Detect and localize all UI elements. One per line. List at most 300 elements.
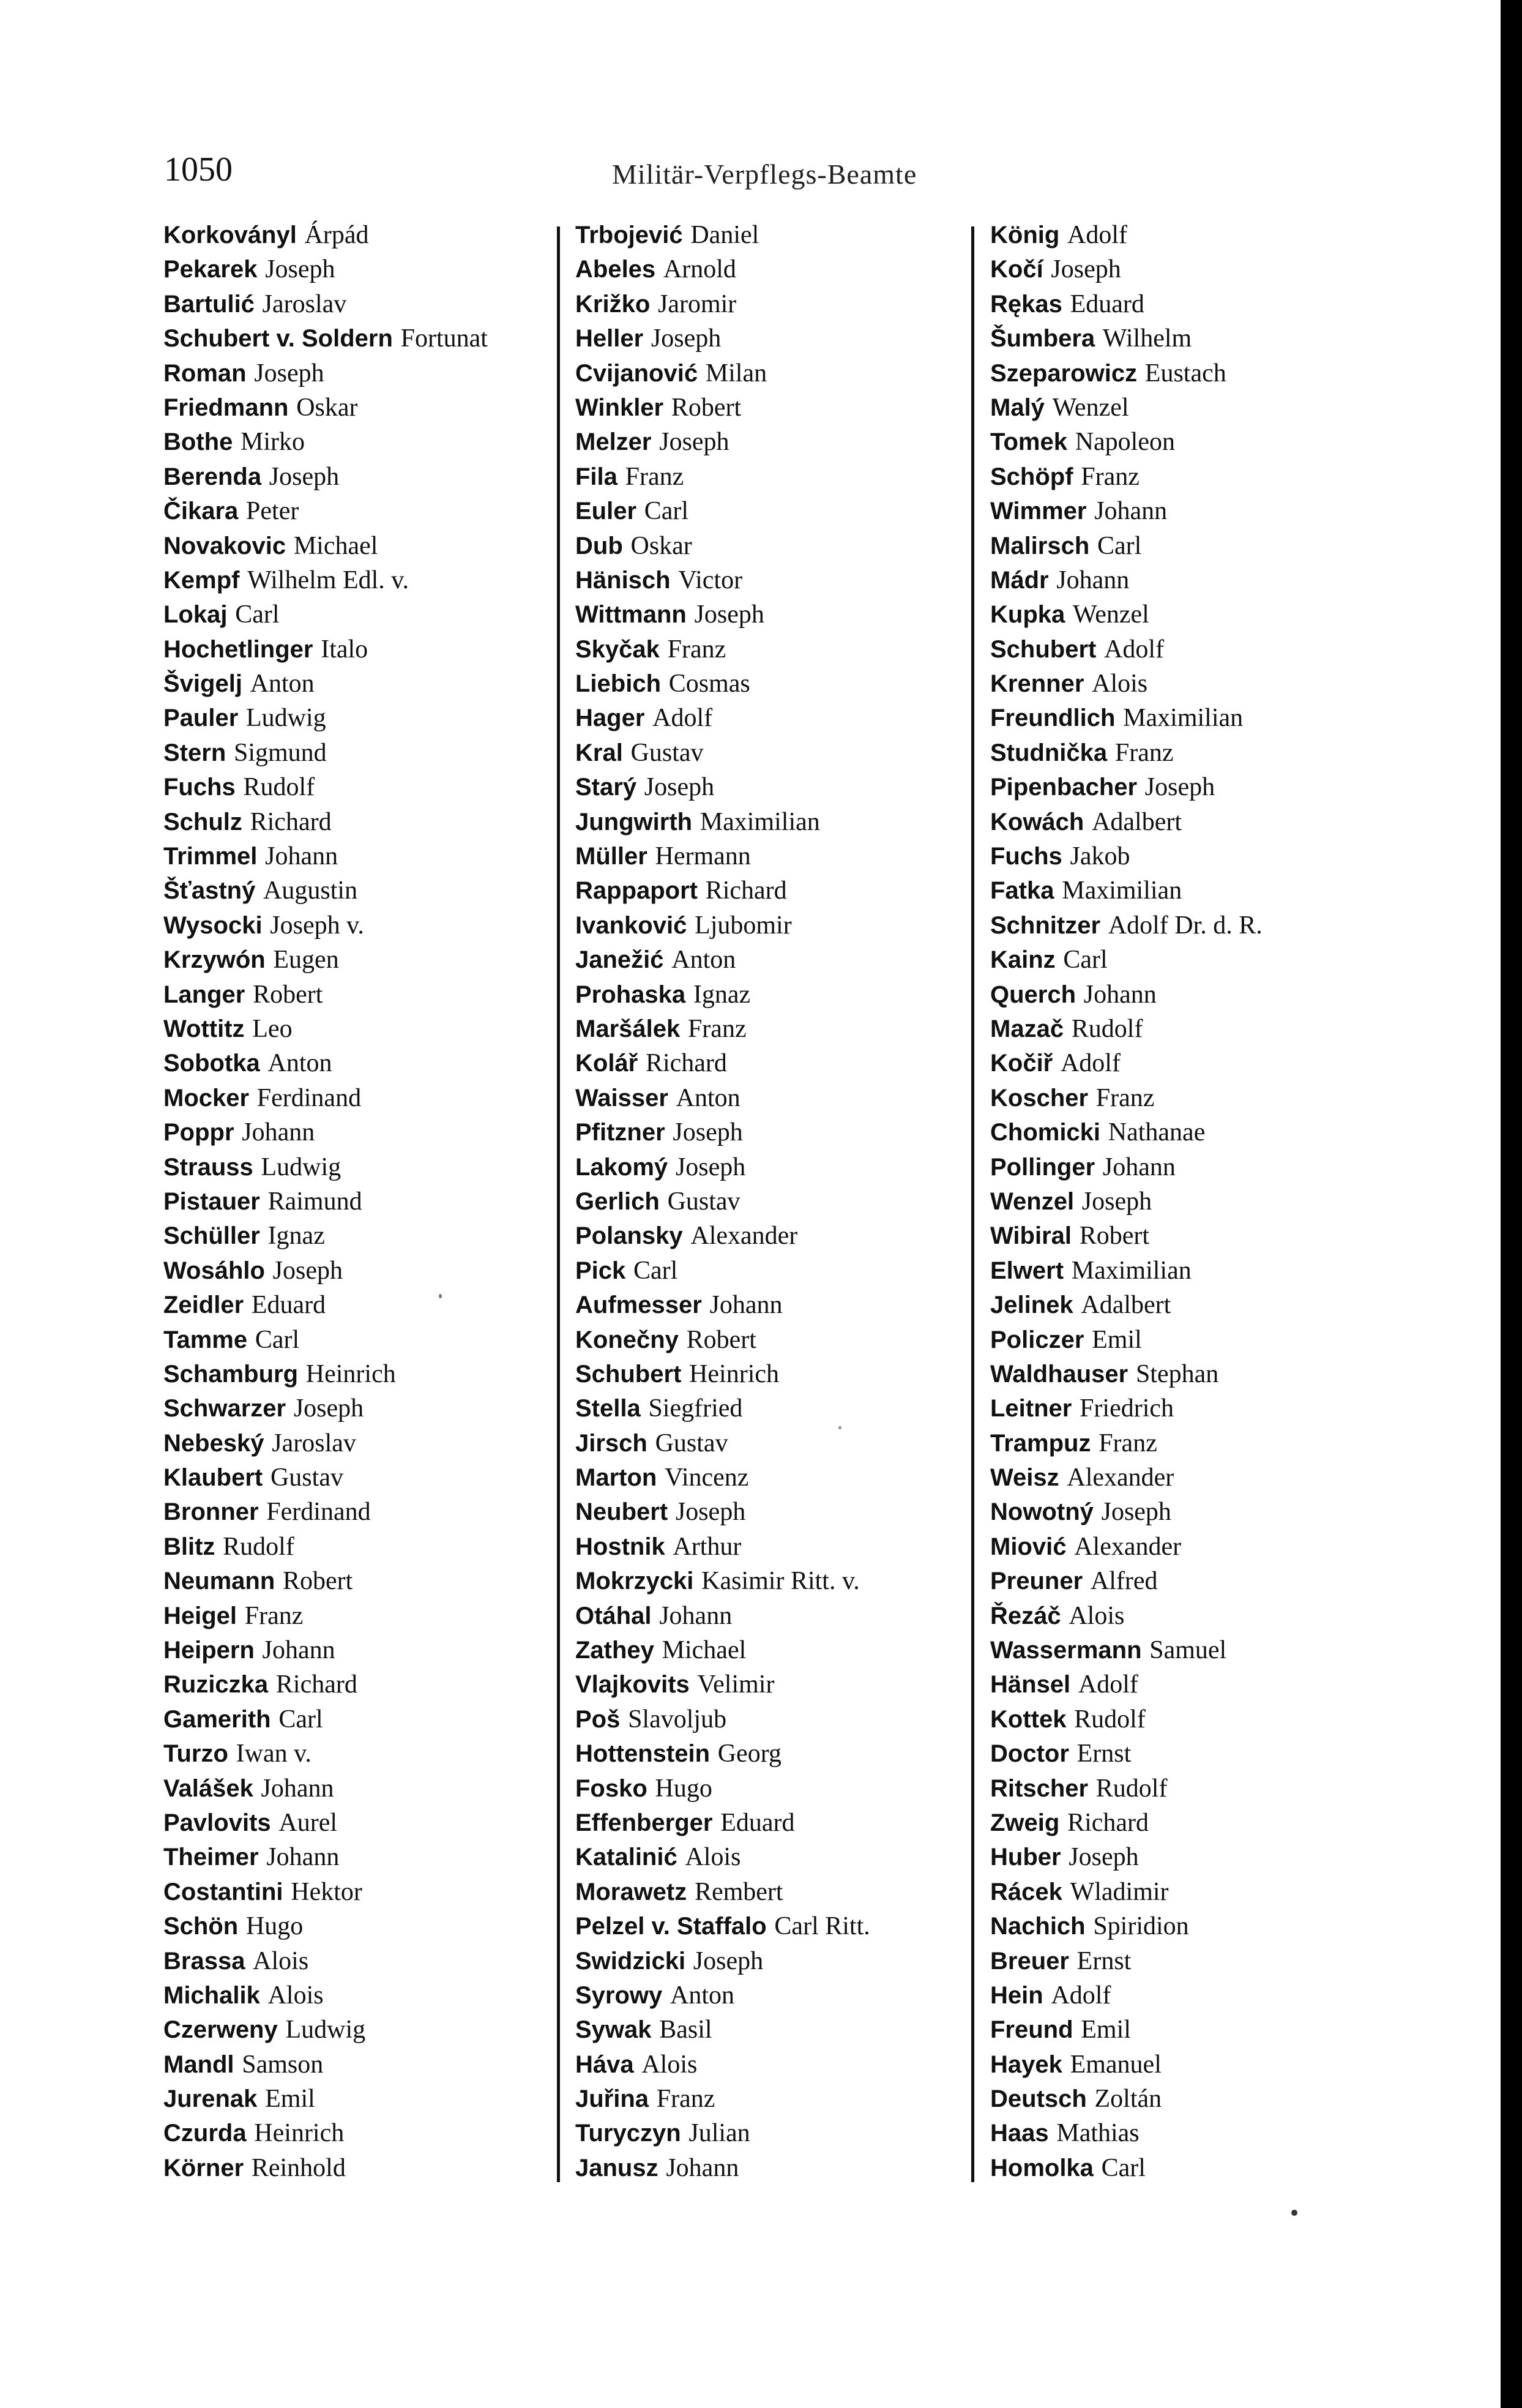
surname: Ritscher: [990, 1774, 1089, 1802]
name-entry: [990, 1391, 1263, 1426]
name-entry: [163, 1667, 488, 1702]
name-entry: [163, 667, 488, 701]
name-entry: [163, 978, 488, 1012]
name-entry: [990, 1737, 1263, 1771]
given-name: Napoleon: [1075, 428, 1175, 457]
given-name: Joseph: [1051, 255, 1121, 284]
given-name: Heinrich: [689, 1359, 780, 1388]
surname: Pekarek: [163, 256, 258, 283]
given-name: Adalbert: [1081, 1291, 1171, 1320]
name-entry: [990, 287, 1263, 321]
given-name: Joseph: [1101, 1498, 1171, 1527]
given-name: Carl: [644, 497, 689, 526]
name-entry: [575, 1909, 870, 1943]
surname: Kottek: [990, 1705, 1067, 1733]
name-entry: [163, 2013, 488, 2047]
given-name: Julian: [688, 2119, 750, 2148]
surname: Trampuz: [990, 1429, 1091, 1457]
name-entry: [163, 839, 488, 873]
surname: Berenda: [163, 463, 262, 490]
surname: Swidzicki: [575, 1947, 686, 1975]
given-name: Johann: [261, 1774, 334, 1803]
surname: Preuner: [990, 1568, 1083, 1595]
surname: Blitz: [163, 1533, 215, 1560]
given-name: Alexander: [1074, 1532, 1182, 1561]
surname: Kowách: [990, 808, 1084, 836]
surname: Jirsch: [575, 1429, 647, 1457]
name-entry: [163, 1771, 488, 1806]
given-name: Ferdinand: [256, 1083, 362, 1112]
name-entry: [990, 1323, 1263, 1357]
name-entry: [990, 460, 1263, 494]
surname: Gamerith: [163, 1705, 271, 1733]
surname: Valášek: [163, 1774, 253, 1802]
surname: Wassermann: [990, 1637, 1142, 1664]
given-name: Maximilian: [1071, 1256, 1192, 1285]
name-entry: [163, 1909, 488, 1943]
surname: Gerlich: [575, 1187, 660, 1215]
given-name: Franz: [244, 1601, 304, 1630]
given-name: Peter: [246, 497, 299, 526]
name-entry: [163, 1978, 488, 2013]
given-name: Adolf: [1067, 221, 1128, 249]
surname: Neumann: [163, 1568, 275, 1595]
given-name: Franz: [656, 2085, 715, 2114]
name-entry: [163, 356, 488, 391]
name-entry: [990, 1667, 1263, 1702]
given-name: Franz: [1081, 462, 1140, 491]
surname: Malý: [990, 394, 1045, 421]
name-entry: [990, 1426, 1263, 1460]
surname: Bothe: [163, 428, 233, 456]
given-name: Michael: [293, 531, 378, 560]
name-entry: [575, 1702, 870, 1737]
surname: Malirsch: [990, 532, 1090, 559]
surname: Michalik: [163, 1981, 260, 2009]
given-name: Mirko: [241, 428, 305, 457]
surname: Szeparowicz: [990, 359, 1138, 387]
name-entry: [575, 1184, 870, 1219]
given-name: Cosmas: [668, 670, 750, 698]
given-name: Jaromir: [657, 290, 737, 318]
given-name: Carl: [1097, 531, 1142, 560]
surname: Juřina: [575, 2085, 649, 2113]
surname: Novakovic: [163, 532, 286, 559]
name-entry: [575, 1667, 870, 1702]
name-entry: [575, 2047, 870, 2082]
name-entry: [990, 770, 1263, 804]
column-rule-2: [971, 226, 974, 2182]
name-entry: [163, 1288, 488, 1322]
name-entry: [990, 873, 1263, 908]
given-name: Alois: [685, 1843, 741, 1872]
name-entry: [163, 1530, 488, 1564]
name-entry: [163, 1323, 488, 1357]
name-entry: [575, 805, 870, 839]
name-entry: [163, 287, 488, 321]
given-name: Gustav: [270, 1464, 343, 1492]
surname: Wibiral: [990, 1222, 1072, 1250]
surname: Homolka: [990, 2154, 1094, 2182]
given-name: Anton: [671, 946, 736, 974]
given-name: Kasimir Ritt. v.: [701, 1567, 860, 1596]
given-name: Wilhelm Edl. v.: [247, 566, 409, 594]
given-name: Oskar: [630, 531, 692, 560]
surname: Polansky: [575, 1222, 683, 1250]
name-entry: [575, 1599, 870, 1633]
name-entry: [575, 494, 870, 528]
surname: Skyčak: [575, 635, 660, 663]
surname: Švigelj: [163, 670, 242, 698]
given-name: Johann: [709, 1291, 783, 1320]
surname: Maršálek: [575, 1015, 681, 1042]
surname: Schubert v. Soldern: [163, 325, 393, 353]
surname: Rácek: [990, 1878, 1062, 1905]
name-entry: [990, 632, 1263, 667]
surname: Hein: [990, 1981, 1043, 2009]
given-name: Samson: [242, 2050, 324, 2079]
surname: Heller: [575, 325, 644, 353]
name-entry: [163, 597, 488, 632]
name-entry: [990, 943, 1263, 977]
surname: Schubert: [990, 635, 1097, 663]
given-name: Joseph: [1144, 773, 1215, 802]
surname: Schöpf: [990, 463, 1073, 490]
given-name: Carl: [1063, 946, 1108, 974]
given-name: Ludwig: [261, 1153, 341, 1181]
name-entry: [163, 1426, 488, 1460]
surname: Stern: [163, 739, 226, 766]
name-entry: [575, 1357, 870, 1391]
name-entry: [990, 1150, 1263, 1184]
surname: Sobotka: [163, 1050, 260, 1077]
given-name: Joseph: [659, 428, 729, 457]
surname: Heipern: [163, 1637, 255, 1664]
given-name: Eustach: [1144, 359, 1226, 387]
given-name: Joseph v.: [270, 911, 364, 940]
given-name: Carl: [255, 1325, 300, 1354]
surname: Ivanković: [575, 911, 687, 939]
surname: Leitner: [990, 1395, 1072, 1423]
name-entry: [990, 2151, 1263, 2185]
surname: König: [990, 222, 1060, 249]
surname: Klaubert: [163, 1464, 263, 1492]
name-entry: [163, 736, 488, 770]
name-entry: [575, 1875, 870, 1909]
name-entry: [163, 425, 488, 459]
name-entry: [990, 2082, 1263, 2116]
given-name: Franz: [667, 635, 726, 664]
name-entry: [163, 2116, 488, 2150]
name-entry: [990, 597, 1263, 632]
surname: Schüller: [163, 1222, 260, 1250]
given-name: Michael: [662, 1636, 747, 1665]
given-name: Adolf: [1051, 1981, 1111, 2010]
surname: Fatka: [990, 877, 1054, 905]
given-name: Heinrich: [305, 1359, 396, 1388]
given-name: Joseph: [651, 324, 722, 353]
name-entry: [990, 1875, 1263, 1909]
surname: Hager: [575, 705, 645, 732]
surname: Czerweny: [163, 2016, 278, 2044]
name-entry: [575, 529, 870, 563]
given-name: Eduard: [720, 1808, 795, 1837]
name-entry: [990, 391, 1263, 425]
surname: Schön: [163, 1913, 239, 1940]
name-entry: [575, 1150, 870, 1184]
surname: Lakomý: [575, 1153, 668, 1181]
surname: Čikara: [163, 498, 239, 525]
given-name: Iwan v.: [236, 1740, 311, 1768]
name-entry: [990, 494, 1263, 528]
given-name: Johann: [242, 1118, 315, 1147]
surname: Waisser: [575, 1084, 668, 1112]
name-entry: [575, 943, 870, 977]
surname: Brassa: [163, 1947, 245, 1975]
name-entry: [575, 1081, 870, 1115]
surname: Nachich: [990, 1913, 1086, 1940]
name-entry: [990, 321, 1263, 356]
name-entry: [575, 1391, 870, 1426]
name-entry: [163, 1357, 488, 1391]
surname: Jurenak: [163, 2085, 258, 2113]
name-entry: [575, 1737, 870, 1771]
given-name: Alexander: [1067, 1464, 1174, 1492]
name-entry: [575, 321, 870, 356]
surname: Cvijanović: [575, 359, 698, 387]
name-entry: [163, 1564, 488, 1598]
surname: Strauss: [163, 1153, 253, 1181]
given-name: Johann: [1056, 566, 1130, 594]
given-name: Hektor: [291, 1877, 362, 1906]
name-entry: [163, 805, 488, 839]
name-column-1: [163, 218, 488, 2185]
ink-speck: [439, 1294, 442, 1298]
surname: Ruziczka: [163, 1671, 269, 1699]
surname: Pfitzner: [575, 1119, 665, 1146]
surname: Nowotný: [990, 1498, 1094, 1526]
name-entry: [163, 632, 488, 667]
given-name: Ernst: [1076, 1946, 1132, 1975]
surname: Mazač: [990, 1015, 1064, 1042]
surname: Müller: [575, 843, 647, 870]
given-name: Johann: [265, 842, 338, 871]
name-entry: [990, 2013, 1263, 2047]
surname: Freundlich: [990, 705, 1116, 732]
surname: Zeidler: [163, 1292, 244, 1319]
given-name: Ljubomir: [695, 911, 792, 940]
given-name: Friedrich: [1080, 1394, 1174, 1423]
name-entry: [990, 1115, 1263, 1150]
given-name: Robert: [253, 980, 323, 1009]
name-entry: [575, 1046, 870, 1080]
surname: Janusz: [575, 2154, 658, 2182]
given-name: Daniel: [690, 221, 759, 249]
name-entry: [163, 2047, 488, 2082]
surname: Katalinić: [575, 1844, 677, 1871]
given-name: Johann: [1094, 497, 1168, 526]
given-name: Alois: [267, 1981, 324, 2010]
surname: Nebeský: [163, 1429, 264, 1457]
surname: Pauler: [163, 705, 239, 732]
name-entry: [163, 2151, 488, 2185]
name-entry: [575, 2116, 870, 2150]
surname: Mandl: [163, 2051, 234, 2078]
given-name: Arnold: [663, 255, 736, 284]
surname: Aufmesser: [575, 1292, 702, 1319]
surname: Hochetlinger: [163, 635, 313, 663]
surname: Schnitzer: [990, 911, 1101, 939]
given-name: Robert: [282, 1567, 353, 1596]
given-name: Richard: [705, 877, 787, 905]
given-name: Franz: [1114, 738, 1174, 767]
surname: Kolář: [575, 1050, 638, 1077]
surname: Elwert: [990, 1257, 1064, 1284]
given-name: Aurel: [278, 1808, 338, 1837]
name-entry: [990, 1495, 1263, 1529]
surname: Huber: [990, 1844, 1061, 1871]
name-entry: [575, 287, 870, 321]
name-entry: [575, 356, 870, 391]
given-name: Johann: [266, 1843, 340, 1872]
name-entry: [990, 1357, 1263, 1391]
given-name: Franz: [1095, 1083, 1155, 1112]
given-name: Ernst: [1076, 1740, 1132, 1768]
name-entry: [990, 1254, 1263, 1288]
surname: Pick: [575, 1257, 626, 1284]
given-name: Sigmund: [233, 738, 327, 767]
surname: Vlajkovits: [575, 1671, 690, 1699]
given-name: Wilhelm: [1102, 324, 1192, 353]
column-rule-1: [557, 226, 560, 2182]
given-name: Zoltán: [1094, 2085, 1162, 2114]
given-name: Alfred: [1090, 1567, 1158, 1596]
name-entry: [163, 770, 488, 804]
name-entry: [990, 2047, 1263, 2082]
name-entry: [990, 1909, 1263, 1943]
given-name: Arthur: [673, 1532, 742, 1561]
surname: Řezáč: [990, 1602, 1061, 1629]
surname: Stella: [575, 1395, 641, 1423]
given-name: Spiridion: [1093, 1912, 1189, 1941]
name-entry: [990, 1460, 1263, 1495]
name-entry: [163, 873, 488, 908]
given-name: Samuel: [1149, 1636, 1227, 1665]
name-entry: [163, 252, 488, 286]
surname: Doctor: [990, 1740, 1069, 1768]
given-name: Joseph: [1069, 1843, 1139, 1872]
surname: Kupka: [990, 601, 1065, 629]
name-entry: [575, 1806, 870, 1840]
surname: Theimer: [163, 1844, 259, 1871]
name-entry: [575, 597, 870, 632]
given-name: Ferdinand: [266, 1498, 371, 1527]
name-column-2: [575, 218, 870, 2185]
surname: Zweig: [990, 1809, 1060, 1836]
surname: Deutsch: [990, 2085, 1087, 2113]
surname: Trimmel: [163, 843, 258, 870]
surname: Križko: [575, 290, 651, 318]
name-entry: [163, 943, 488, 977]
surname: Kočiř: [990, 1050, 1053, 1077]
name-entry: [163, 1599, 488, 1633]
name-entry: [990, 356, 1263, 391]
given-name: Franz: [687, 1014, 747, 1043]
surname: Costantini: [163, 1878, 283, 1905]
given-name: Basil: [659, 2016, 712, 2044]
name-entry: [163, 1702, 488, 1737]
given-name: Joseph: [673, 1118, 743, 1147]
name-entry: [575, 1426, 870, 1460]
given-name: Victor: [678, 566, 743, 594]
given-name: Johann: [1102, 1153, 1176, 1181]
surname: Tamme: [163, 1326, 248, 1353]
name-entry: [163, 1081, 488, 1115]
given-name: Joseph: [644, 773, 715, 802]
given-name: Richard: [645, 1049, 727, 1078]
name-entry: [575, 1460, 870, 1495]
given-name: Italo: [321, 635, 368, 664]
given-name: Joseph: [272, 1256, 343, 1285]
given-name: Richard: [250, 807, 332, 836]
given-name: Raimund: [267, 1187, 362, 1216]
name-entry: [990, 908, 1263, 943]
surname: Poppr: [163, 1119, 234, 1146]
name-entry: [163, 1633, 488, 1667]
surname: Neubert: [575, 1498, 668, 1526]
name-entry: [990, 1530, 1263, 1564]
name-entry: [575, 1564, 870, 1598]
given-name: Milan: [705, 359, 767, 387]
given-name: Fortunat: [400, 324, 488, 353]
name-entry: [990, 736, 1263, 770]
given-name: Emil: [265, 2085, 315, 2114]
surname: Mokrzycki: [575, 1568, 694, 1595]
surname: Rękas: [990, 290, 1062, 318]
given-name: Augustin: [263, 877, 358, 905]
surname: Krenner: [990, 670, 1084, 698]
surname: Šumbera: [990, 325, 1095, 353]
name-entry: [575, 1323, 870, 1357]
given-name: Robert: [686, 1325, 756, 1354]
given-name: Emanuel: [1070, 2050, 1162, 2079]
name-entry: [575, 252, 870, 286]
surname: Miović: [990, 1533, 1067, 1560]
name-entry: [575, 770, 870, 804]
surname: Freund: [990, 2016, 1073, 2044]
given-name: Anton: [670, 1981, 735, 2010]
surname: Wittmann: [575, 601, 687, 629]
name-entry: [575, 2082, 870, 2116]
name-entry: [990, 2116, 1263, 2150]
given-name: Leo: [252, 1014, 293, 1043]
name-entry: [575, 978, 870, 1012]
name-entry: [163, 1840, 488, 1874]
given-name: Rudolf: [1074, 1705, 1146, 1733]
name-entry: [575, 218, 870, 252]
given-name: Carl: [235, 600, 280, 629]
given-name: Jaroslav: [272, 1429, 356, 1457]
name-entry: [990, 667, 1263, 701]
given-name: Carl: [1101, 2153, 1146, 2182]
surname: Jungwirth: [575, 808, 693, 836]
name-entry: [575, 1944, 870, 1978]
given-name: Hermann: [655, 842, 751, 871]
surname: Wysocki: [163, 911, 263, 939]
name-entry: [990, 701, 1263, 735]
surname: Otáhal: [575, 1602, 652, 1629]
surname: Kainz: [990, 946, 1056, 974]
